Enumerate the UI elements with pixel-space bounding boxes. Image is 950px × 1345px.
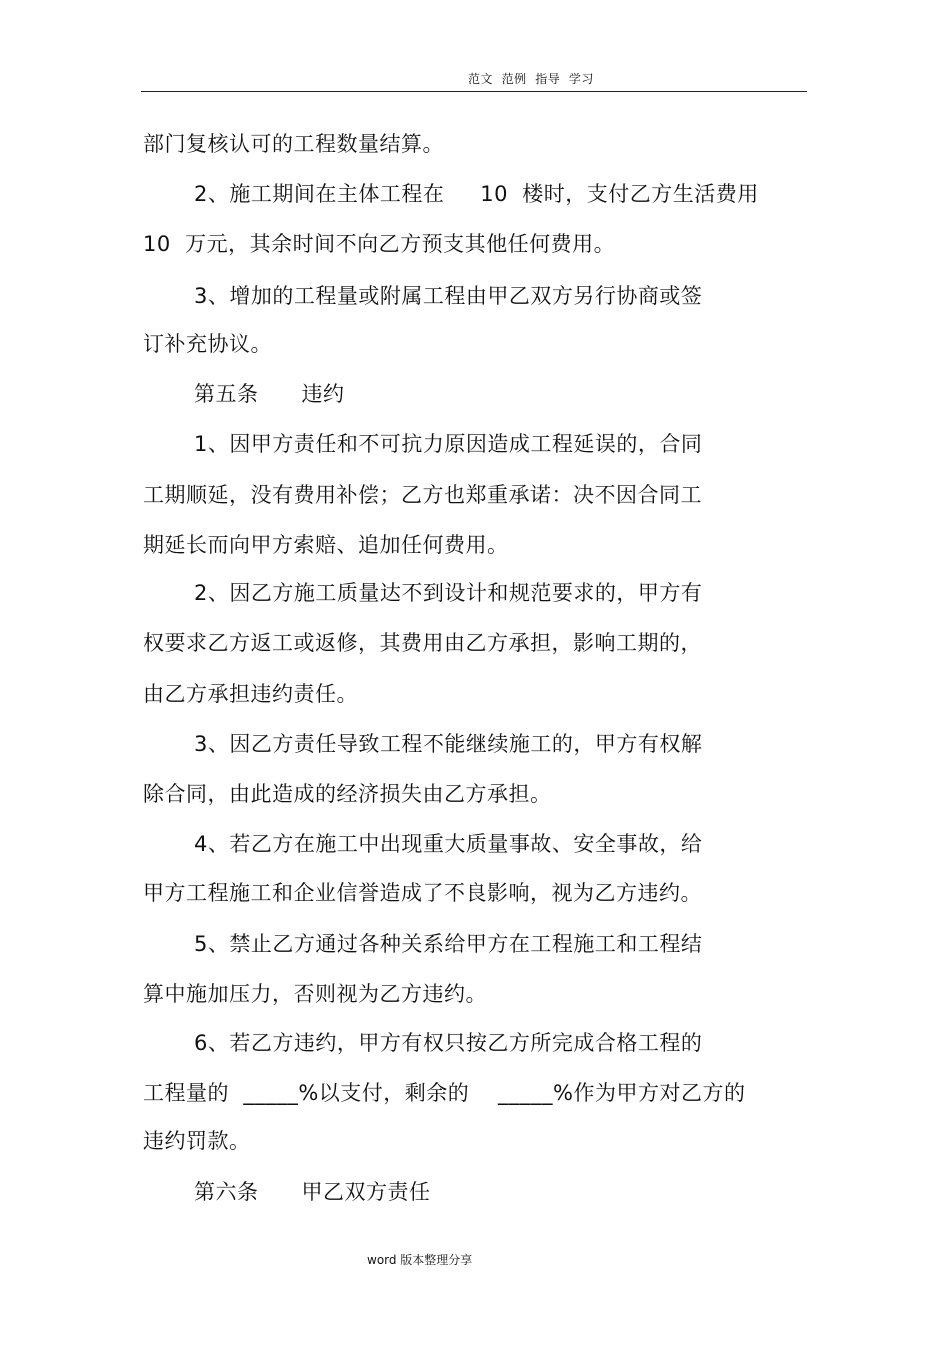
- body-line: 权要求乙方返工或返修，其费用由乙方承担，影响工期的，: [143, 631, 702, 655]
- page-footer: word 版本整理分享: [367, 1253, 473, 1267]
- body-line: 算中施加压力，否则视为乙方违约。: [143, 982, 487, 1006]
- body-line: 部门复核认可的工程数量结算。: [143, 132, 444, 156]
- body-line: 订补充协议。: [143, 332, 272, 356]
- body-line: 3、增加的工程量或附属工程由甲乙双方另行协商或签: [194, 284, 703, 308]
- section-heading: 第六条 甲乙双方责任: [194, 1180, 431, 1204]
- body-line: 5、禁止乙方通过各种关系给甲方在工程施工和工程结: [194, 932, 703, 956]
- header-text: 范文 范例 指导 学习: [468, 72, 594, 86]
- body-line: 3、因乙方责任导致工程不能继续施工的，甲方有权解: [194, 732, 703, 756]
- section-heading: 第五条 违约: [194, 382, 345, 406]
- body-line: 违约罚款。: [143, 1129, 251, 1153]
- body-line: 期延长而向甲方索赔、追加任何费用。: [143, 533, 509, 557]
- body-line: 1、因甲方责任和不可抗力原因造成工程延误的，合同: [194, 432, 703, 456]
- body-line: 甲方工程施工和企业信誉造成了不良影响，视为乙方违约。: [143, 881, 702, 905]
- body-line: 6、若乙方违约，甲方有权只按乙方所完成合格工程的: [194, 1031, 703, 1055]
- body-line: 工程量的 _____%以支付，剩余的 _____%作为甲方对乙方的: [143, 1081, 746, 1105]
- body-line: 10 万元，其余时间不向乙方预支其他任何费用。: [143, 232, 616, 256]
- body-line: 2、因乙方施工质量达不到设计和规范要求的，甲方有: [194, 581, 703, 605]
- body-line: 除合同，由此造成的经济损失由乙方承担。: [143, 782, 552, 806]
- header-divider: [141, 91, 807, 92]
- body-line: 工期顺延，没有费用补偿；乙方也郑重承诺：决不因合同工: [143, 483, 702, 507]
- body-line: 由乙方承担违约责任。: [143, 682, 358, 706]
- body-line: 2、施工期间在主体工程在 10 楼时，支付乙方生活费用: [194, 182, 759, 206]
- body-line: 4、若乙方在施工中出现重大质量事故、安全事故，给: [194, 832, 703, 856]
- page-header: [0, 70, 950, 90]
